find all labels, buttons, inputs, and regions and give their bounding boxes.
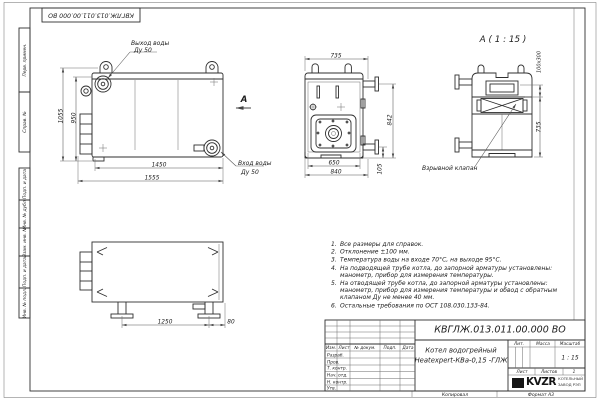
dim-side-length-flange: 1450: [151, 161, 167, 169]
tb-row-razrab: Разраб.: [326, 352, 344, 358]
tb-row-nachotd: Нач. отд.: [326, 372, 348, 378]
tb-row-tkontr: Т. контр.: [326, 366, 347, 371]
dim-bottom-feet-span: 1250: [157, 318, 173, 325]
tb-sheets-value: 1: [572, 369, 576, 374]
product-name-line2: Heatexpert-КВа-0,15 -ГЛЖ: [414, 357, 508, 365]
copied-label: Копировал: [441, 391, 469, 398]
dim-side-height-overall: 1055: [57, 108, 65, 124]
doc-number: КВГЛЖ.013.011.00.000 ВО: [434, 324, 566, 336]
dim-side-length-overall: 1555: [144, 174, 160, 182]
frame-column-sprav-no: Справ. №: [22, 111, 27, 133]
tb-col-doc: № докум.: [354, 345, 376, 350]
bottom-view-geometry: [80, 242, 225, 328]
frame-column-vzam-inv: Взам. инв. №: [22, 227, 27, 257]
dim-front-width-top: 735: [330, 52, 342, 59]
dim-front-width-overall: 840: [330, 168, 342, 175]
detail-view-geometry: [455, 65, 543, 168]
tb-scale-label: Масштаб: [559, 341, 581, 346]
front-view-geometry: [305, 56, 396, 178]
frame-column-perv-primen: Перв. примен.: [22, 43, 27, 77]
note-item: 1. Все размеры для справок.: [331, 241, 424, 248]
notes-list: [331, 241, 570, 310]
frame-column-podp-data-1: Подп. и дата: [22, 169, 27, 199]
explosion-valve-label: Взрывной клапан: [422, 165, 478, 172]
tb-col-izm: Изм.: [325, 345, 337, 350]
dim-front-base-right: 105: [376, 163, 384, 175]
tb-scale-value: 1 : 15: [561, 354, 579, 361]
inlet-label: Вход воды: [238, 160, 272, 167]
view-arrow-label: А: [240, 95, 248, 105]
tb-row-utv: Утв.: [326, 386, 336, 391]
note-item: 2. Отклонение ±100 мм.: [331, 248, 410, 256]
format-label: Формат А3: [527, 391, 555, 398]
outlet-label: Выход воды: [131, 40, 170, 47]
frame-lines: [4, 3, 596, 398]
tb-col-list: Лист: [338, 345, 349, 350]
product-name-line1: Котел водогрейный: [425, 347, 497, 355]
note-item: 4. На подводящей трубе котла, до запорной арматуры установлены: манометр, прибор для измерения температуры.: [331, 264, 553, 279]
frame-column-inv-podl: Инв. № подл.: [22, 287, 27, 319]
top-inverted-doc-number: КВГЛЖ.013.011.00.000 ВО: [48, 11, 134, 19]
dim-detail-height: 735: [535, 121, 542, 133]
kvzr-logo-icon: [512, 378, 524, 388]
kvzr-logo-text: KVZR: [526, 376, 556, 388]
frame-column-inv-dubl: Инв. № дубл.: [22, 198, 27, 230]
note-item: 5. На отводящей трубе котла, до запорной арматуры установлены: манометр, прибор для измерения температуры и обвод с обратным клапаном Ду не менее 40 мм.: [331, 279, 557, 302]
frame-column-podp-data-2: Подп. и дата: [22, 257, 27, 287]
dim-bottom-overhang: 80: [227, 318, 235, 325]
tb-row-nkontr: Н. контр.: [326, 379, 348, 385]
dim-detail-hatch: 100х300: [535, 50, 542, 74]
tb-sheets-label: Листов: [540, 369, 558, 374]
dim-front-height-right: 842: [386, 114, 394, 126]
outlet-dn-label: Ду 50: [134, 46, 152, 54]
note-item: 6. Остальные требования по ОСТ 108.030.133-84.: [331, 302, 490, 310]
tb-lit-label: Лит.: [514, 341, 524, 346]
org-name-line1: КОТЕЛЬНЫЙ: [558, 377, 583, 382]
tb-sheet-label: Лист: [516, 369, 527, 374]
detail-view-title: А ( 1 : 15 ): [479, 35, 527, 45]
tb-mass-label: Масса: [535, 341, 550, 346]
org-name-line2: ЗАВОД РЭП: [558, 383, 581, 388]
tb-col-data: Дата: [401, 345, 414, 350]
tb-row-prov: Пров.: [326, 359, 339, 365]
dim-front-width-inner: 650: [328, 159, 340, 166]
note-item: 3. Температура воды на входе 70°С, на выходе 95°С.: [331, 256, 502, 264]
tb-col-podp: Подп.: [383, 345, 397, 350]
inlet-dn-label: Ду 50: [241, 168, 259, 176]
dim-side-height-body: 950: [70, 112, 78, 124]
